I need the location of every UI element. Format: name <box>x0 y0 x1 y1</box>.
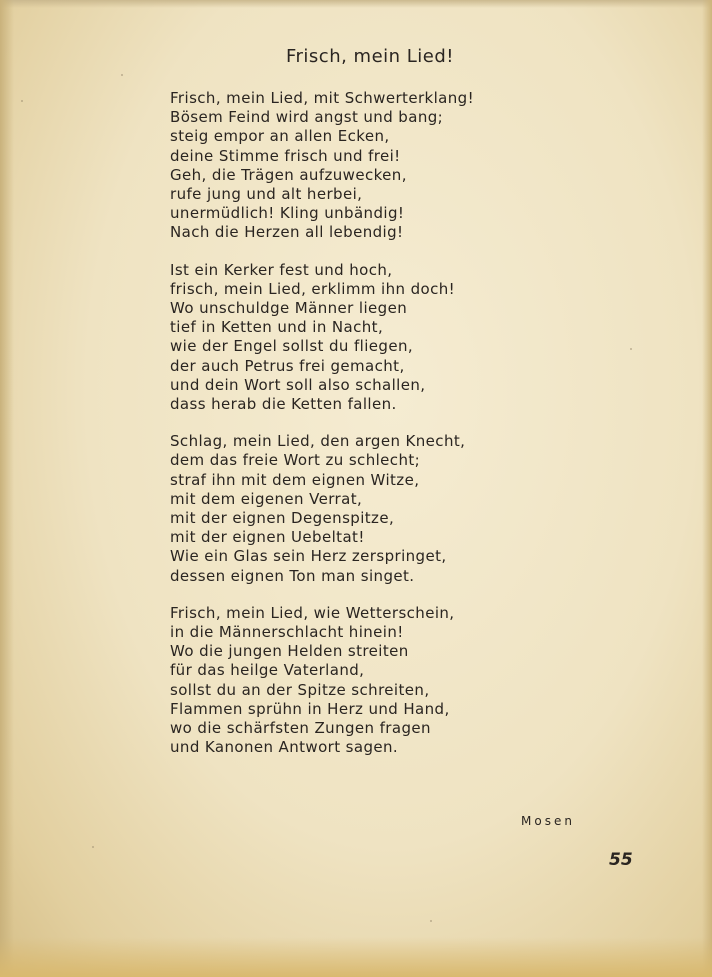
paper-speck <box>121 74 123 76</box>
poem-line: Ist ein Kerker fest und hoch, <box>170 260 393 279</box>
poem-line: dessen eignen Ton man singet. <box>170 566 415 585</box>
poem-line: Nach die Herzen all lebendig! <box>170 223 404 242</box>
paper-speck <box>430 920 432 922</box>
poem-line: wie der Engel sollst du fliegen, <box>170 337 414 356</box>
poem-line: Wo unschuldge Männer liegen <box>170 299 408 318</box>
poem-line: tief in Ketten und in Nacht, <box>170 318 384 337</box>
poem-line: frisch, mein Lied, erklimm ihn doch! <box>170 279 456 298</box>
poem-title: Frisch, mein Lied! <box>285 46 455 67</box>
poem-line: Frisch, mein Lied, wie Wetterschein, <box>170 603 455 622</box>
poem-line: deine Stimme frisch und frei! <box>170 146 401 165</box>
author-name: Mosen <box>521 814 575 828</box>
page-edge-left <box>0 0 14 977</box>
poem-line: in die Männerschlacht hinein! <box>170 623 404 642</box>
stanza <box>170 89 570 243</box>
poem-line: sollst du an der Spitze schreiten, <box>170 680 430 699</box>
poem-line: Flammen sprühn in Herz und Hand, <box>170 699 450 718</box>
stanza <box>170 261 570 415</box>
poem-line: unermüdlich! Kling unbändig! <box>170 204 405 223</box>
poem-line: Bösem Feind wird angst und bang; <box>170 108 444 127</box>
poem-line: Wo die jungen Helden streiten <box>170 642 409 661</box>
poem-line: rufe jung und alt herbei, <box>170 185 363 204</box>
poem-line: und dein Wort soll also schallen, <box>170 375 426 394</box>
poem-line: Schlag, mein Lied, den argen Knecht, <box>170 432 466 451</box>
poem-line: für das heilge Vaterland, <box>170 661 365 680</box>
page-edge-top <box>0 0 712 8</box>
poem-line: Wie ein Glas sein Herz zerspringet, <box>170 547 447 566</box>
poem-line: und Kanonen Antwort sagen. <box>170 738 399 757</box>
paper-speck <box>630 348 632 350</box>
poem-line: wo die schärfsten Zungen fragen <box>170 719 431 738</box>
poem-line: der auch Petrus frei gemacht, <box>170 356 405 375</box>
poem-body <box>170 89 570 776</box>
stanza <box>170 604 570 758</box>
page-edge-right <box>702 0 712 977</box>
poem-line: mit der eignen Degenspitze, <box>170 509 395 528</box>
poem-line: mit der eignen Uebeltat! <box>170 528 365 547</box>
paper-speck <box>21 100 23 102</box>
poem-line: dem das freie Wort zu schlecht; <box>170 451 421 470</box>
poem-line: Frisch, mein Lied, mit Schwerterklang! <box>170 89 475 107</box>
poem-line: Geh, die Trägen aufzuwecken, <box>170 165 407 184</box>
poem-line: steig empor an allen Ecken, <box>170 127 390 146</box>
page-edge-bottom <box>0 937 712 977</box>
page-number: 55 <box>609 850 633 870</box>
poem-line: straf ihn mit dem eignen Witze, <box>170 470 420 489</box>
poem-line: mit dem eigenen Verrat, <box>170 489 363 508</box>
poem-line: dass herab die Ketten fallen. <box>170 395 397 414</box>
stanza <box>170 432 570 586</box>
paper-speck <box>92 846 94 848</box>
